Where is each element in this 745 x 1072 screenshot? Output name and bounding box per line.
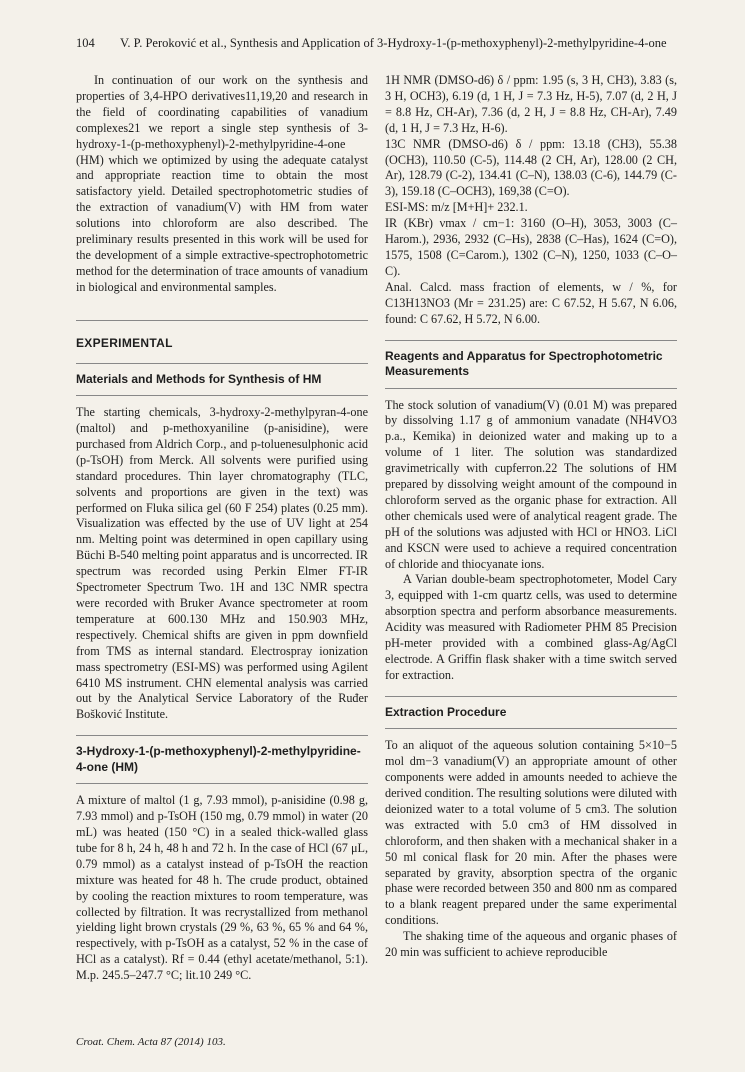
extraction-paragraph: To an aliquot of the aqueous solution containing 5×10−5 mol dm−3 vanadium(V) an appropriate amount of other components were added in amounts needed to achieve the derived condition. The resulting solutions were diluted with deionized water to a total volume of 5 cm3. The solution was extracted with 5.0 cm3 of HM dissolved in chloroform, and then shaken with a mechanical shaker in a 50 ml conical flask for 20 min. After the phases were separated by gravity, absorption spectra of the organic phase were recorded between 350 and 800 nm as compared to a blank reagent prepared under the same experimental conditions. bbox=[385, 738, 677, 928]
shaking-time-paragraph: The shaking time of the aqueous and organic phases of 20 min was sufficient to achieve reproducible bbox=[385, 929, 677, 960]
reagents-heading: Reagents and Apparatus for Spectrophotometric Measurements bbox=[385, 348, 663, 378]
ir-data: IR (KBr) νmax / cm−1: 3160 (O–H), 3053, 3003 (C–Harom.), 2936, 2932 (C–Hs), 2838 (C–Has), 1624 (C=O), 1575, 1508 (C=Carom.), 1302 (C–N), 1250, 1033 (C–O–C). bbox=[385, 216, 677, 278]
hm-synthesis-paragraph: A mixture of maltol (1 g, 7.93 mmol), p-anisidine (0.98 g, 7.93 mmol) and p-TsOH (150 mg, 0.79 mmol) in water (20 mL) was heated (150 °C) in a sealed thick-walled glass tube for 8 h, 24 h, 48 h and 72 h. In the case of HCl (67 μL, 0.79 mmol) as a catalyst instead of p-TsOH the reaction mixture was heated for 48 h. The crude product, obtained by cooling the reaction mixtures to room temperature, was collected by filtration. It was recrystallized from methanol yielding light brown crystals (29 %, 63 %, 65 % and 64 %, respectively, with p-TsOH as a catalyst, 52 % in the case of HCl as a catalyst). Rf = 0.44 (ethyl acetate/methanol, 5:1). M.p. 245.5–247.7 °C; lit.10 249 °C. bbox=[76, 793, 368, 983]
materials-heading: Materials and Methods for Synthesis of HM bbox=[76, 371, 322, 386]
apparatus-paragraph: A Varian double-beam spectrophotometer, Model Cary 3, equipped with 1-cm quartz cells, was used to determine absorption spectra and perform absorbance measurements. Acidity was measured with Radiometer PHM 85 Precision pH-meter provided with a combined glass-Ag/AgCl electrode. A Griffin flask shaker with a time switch served for extraction. bbox=[385, 572, 677, 682]
running-header bbox=[76, 36, 676, 51]
hm-synthesis-heading: 3-Hydroxy-1-(p-methoxyphenyl)-2-methylpyridine-4-one (HM) bbox=[76, 744, 361, 774]
journal-footer: Croat. Chem. Acta 87 (2014) 103. bbox=[76, 1036, 226, 1048]
left-column bbox=[76, 73, 368, 984]
materials-paragraph: The starting chemicals, 3-hydroxy-2-methylpyran-4-one (maltol) and p-methoxyaniline (p-anisidine), were purchased from Aldrich Corp., and p-toluenesulphonic acid (p-TsOH) from Merck. All solvents were purified using standard procedures. Thin layer chromatography (TLC, solvents and proportions are given in the text) was performed on Fluka silica gel (60 F 254) plates (0.25 mm). Visualization was effected by the use of UV light at 254 nm. Melting point was determined in open capillary using Büchi B-540 melting point apparatus and is uncorrected. IR spectrum was recorded using Perkin Elmer FT-IR Spectrometer Spectrum Two. 1H and 13C NMR spectra were recorded with Bruker Avance spectrometer at room temperature at 600.130 MHz and 150.903 MHz, respectively. Chemical shifts are given in ppm downfield from TMS as internal standard. Electrospray ionization mass spectrometry (ESI-MS) was performed using Agilent 6410 MS instrument. CHN elemental analysis was carried out by the Analytical Service Laboratory of the Ruđer Bošković Institute. bbox=[76, 405, 368, 722]
experimental-heading: EXPERIMENTAL bbox=[76, 335, 173, 350]
right-column bbox=[385, 73, 677, 961]
reagents-paragraph: The stock solution of vanadium(V) (0.01 M) was prepared by dissolving 1.17 g of ammonium vanadate (NH4VO3 p.a., Kemika) in deionized water and making up to a volume of 1 liter. The solution was standardized gravimetrically with cupferron.22 The solutions of HM prepared by dissolving weight amount of the compound in chloroform served as the organic phase for extraction. All other chemicals used were of analytical reagent grade. The pH of the solutions was adjusted with HCl or HNO3. LiCl and KSCN were used to achieve a required concentration of chloride and thiocyanate ions. bbox=[385, 397, 677, 571]
esi-ms-data: ESI-MS: m/z [M+H]+ 232.1. bbox=[385, 200, 528, 215]
h-nmr-data: 1H NMR (DMSO-d6) δ / ppm: 1.95 (s, 3 H, CH3), 3.83 (s, 3 H, OCH3), 6.19 (d, 1 H, J = 7.3 Hz, H-5), 7.07 (d, 2 H, J = 8.8 Hz, CH-Ar), 7.36 (d, 2 H, J = 8.8 Hz, CH-Ar), 7.49 (d, 1 H, J = 7.3 Hz, H-6). bbox=[385, 73, 677, 135]
running-head: V. P. Peroković et al., Synthesis and Application of 3-Hydroxy-1-(p-methoxyphenyl)-2-methylpyridine-4-one bbox=[120, 36, 667, 50]
intro-paragraph: In continuation of our work on the synthesis and properties of 3,4-HPO derivatives11,19,20 and research in the field of coordinating capabilities of vanadium complexes21 we report a single step synthesis of 3-hydroxy-1-(p-methoxyphenyl)-2-methylpyridine-4-one (HM) which we optimized by using the adequate catalyst and appropriate reaction time to obtain the most satisfactory yield. Detailed spectrophotometric studies of the extraction of vanadium(V) with HM from water solutions into chloroform are also described. The preliminary results presented in this work will be used for the development of a simple extractive-spectrophotometric method for the determination of trace amounts of vanadium in biological and environmental samples. bbox=[76, 73, 368, 294]
page-number: 104 bbox=[76, 36, 95, 50]
elemental-analysis: Anal. Calcd. mass fraction of elements, w / %, for C13H13NO3 (Mr = 231.25) are: C 67.52, H 5.67, N 6.06, found: C 67.62, H 5.72, N 6.00. bbox=[385, 279, 677, 326]
extraction-heading: Extraction Procedure bbox=[385, 704, 507, 719]
c-nmr-data: 13C NMR (DMSO-d6) δ / ppm: 13.18 (CH3), 55.38 (OCH3), 110.50 (C-5), 114.48 (2 CH, Ar), 128.00 (2 CH, Ar), 128.79 (C-2), 134.41 (C–N), 138.03 (C-6), 144.79 (C-3), 159.18 (C–OCH3), 169,38 (C=O). bbox=[385, 136, 677, 199]
